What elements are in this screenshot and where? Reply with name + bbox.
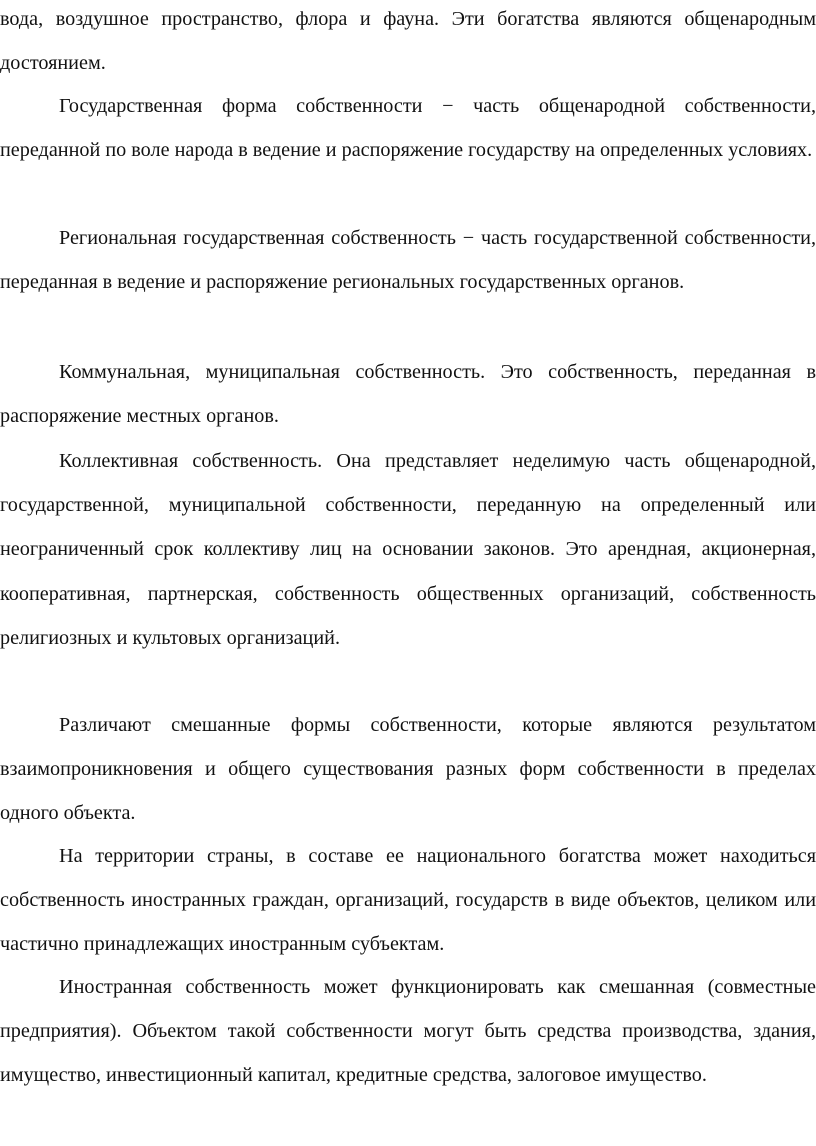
paragraph-municipal-property: Коммунальная, муниципальная собственность. Это собственность, переданная в распоряжение местных органов. xyxy=(0,361,816,428)
paragraph-mixed-property: Различают смешанные формы собственности, которые являются результатом взаимопроникновения и общего существования разных форм собственности в пределах одного объекта. xyxy=(0,714,816,825)
paragraph-regional-property: Региональная государственная собственность − часть государственной собственности, переданная в ведение и распоряжение региональных государственных органов. xyxy=(0,227,816,294)
paragraph-collective-property: Коллективная собственность. Она представляет неделимую часть общенародной, государственной, муниципальной собственности, переданную на определенный или неограниченный срок коллективу лиц на основании законов. Это арендная, акционерная, кооперативная, партнерская, собственность общественных организаций, собственность религиозных и культовых организаций. xyxy=(0,450,816,649)
paragraph-foreign-owners: На территории страны, в составе ее национального богатства может находиться собственность иностранных граждан, организаций, государств в виде объектов, целиком или частично принадлежащих иностранным субъектам. xyxy=(0,845,816,956)
paragraph-foreign-property: Иностранная собственность может функционировать как смешанная (совместные предприятия). Объектом такой собственности могут быть средства производства, здания, имущество, инвестиционный капитал, кредитные средства, залоговое имущество. xyxy=(0,976,816,1087)
paragraph-state-property: Государственная форма собственности − часть общенародной собственности, переданной по воле народа в ведение и распоряжение государству на определенных условиях. xyxy=(0,95,816,162)
paragraph-continuation: вода, воздушное пространство, флора и фауна. Эти богатства являются общенародным достоянием. xyxy=(0,8,816,75)
